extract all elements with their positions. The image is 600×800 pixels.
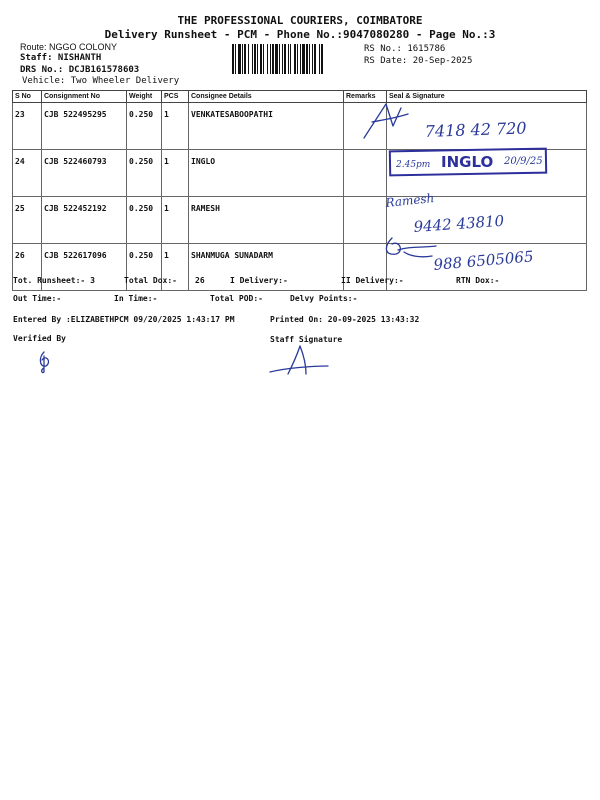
ii-delivery: II Delivery:-: [341, 276, 404, 285]
cell-weight: 0.250: [127, 103, 162, 150]
document-subtitle: Delivery Runsheet - PCM - Phone No.:9047080280 - Page No.:3: [104, 28, 496, 41]
handwritten-name-row25: Ramesh: [384, 190, 435, 210]
tot-runsheet: Tot. Runsheet:- 3: [13, 276, 95, 285]
col-header-seal: Seal & Signature: [387, 91, 587, 103]
cell-pcs: 1: [162, 103, 189, 150]
inglo-stamp: [390, 149, 546, 176]
cell-consignment: CJB 522452192: [42, 197, 127, 244]
cell-consignment: CJB 522460793: [42, 150, 127, 197]
col-header-pcs: PCS: [162, 91, 189, 103]
cell-consignment: CJB 522617096: [42, 244, 127, 291]
rtn-dox: RTN Dox:-: [456, 276, 500, 285]
staff-label: Staff: NISHANTH: [20, 53, 102, 63]
cell-consignment: CJB 522495295: [42, 103, 127, 150]
rs-date: RS Date: 20-Sep-2025: [364, 56, 473, 66]
i-delivery: I Delivery:-: [230, 276, 288, 285]
printed-on: Printed On: 20-09-2025 13:43:32: [270, 315, 420, 324]
cell-weight: 0.250: [127, 197, 162, 244]
cell-sno: 23: [13, 103, 42, 150]
route-label: Route: NGGO COLONY: [20, 42, 118, 52]
cell-consignee: SHANMUGA SUNADARM: [189, 244, 344, 291]
cell-pcs: 1: [162, 150, 189, 197]
cell-pcs: 1: [162, 197, 189, 244]
col-header-consignment: Consignment No: [42, 91, 127, 103]
col-header-remarks: Remarks: [344, 91, 387, 103]
staff-signature-label: Staff Signature: [270, 335, 343, 344]
col-header-sno: S No: [13, 91, 42, 103]
handwritten-phone-row25: 9442 43810: [413, 211, 505, 236]
signature-row23: [364, 104, 408, 138]
cell-consignee: INGLO: [189, 150, 344, 197]
col-header-weight: Weight: [127, 91, 162, 103]
cell-weight: 0.250: [127, 150, 162, 197]
cell-consignee: VENKATESABOOPATHI: [189, 103, 344, 150]
cell-sno: 24: [13, 150, 42, 197]
vehicle-label: Vehicle: Two Wheeler Delivery: [22, 76, 180, 86]
stamp-name: INGLO: [441, 153, 494, 171]
cell-sno: 25: [13, 197, 42, 244]
delvy-points: Delvy Points:-: [290, 294, 358, 303]
verified-by-label: Verified By: [13, 334, 66, 343]
rs-number: RS No.: 1615786: [364, 44, 446, 54]
handwritten-phone-row23: 7418 42 720: [424, 118, 527, 141]
total-dox-value: 26: [195, 276, 205, 285]
cell-pcs: 1: [162, 244, 189, 291]
entered-by: Entered By :ELIZABETHPCM 09/20/2025 1:43:17 PM: [13, 315, 235, 324]
total-dox-label: Total Dox:-: [124, 276, 177, 285]
in-time: In Time:-: [114, 294, 158, 303]
cell-sno: 26: [13, 244, 42, 291]
total-pod: Total POD:-: [210, 294, 263, 303]
drs-number: DRS No.: DCJB161578603: [20, 65, 140, 75]
out-time: Out Time:-: [13, 294, 62, 303]
handwritten-phone-row26: 988 6505065: [432, 247, 535, 274]
cell-weight: 0.250: [127, 244, 162, 291]
stamp-time: 2.45pm: [396, 160, 431, 170]
signature-row26: [386, 238, 436, 257]
stamp-date: 20/9/25: [504, 156, 543, 167]
verified-by-signature: [40, 352, 48, 373]
cell-consignee: RAMESH: [189, 197, 344, 244]
col-header-consignee: Consignee Details: [189, 91, 344, 103]
staff-signature-mark: [270, 346, 328, 374]
document-title: THE PROFESSIONAL COURIERS, COIMBATORE: [177, 14, 423, 27]
